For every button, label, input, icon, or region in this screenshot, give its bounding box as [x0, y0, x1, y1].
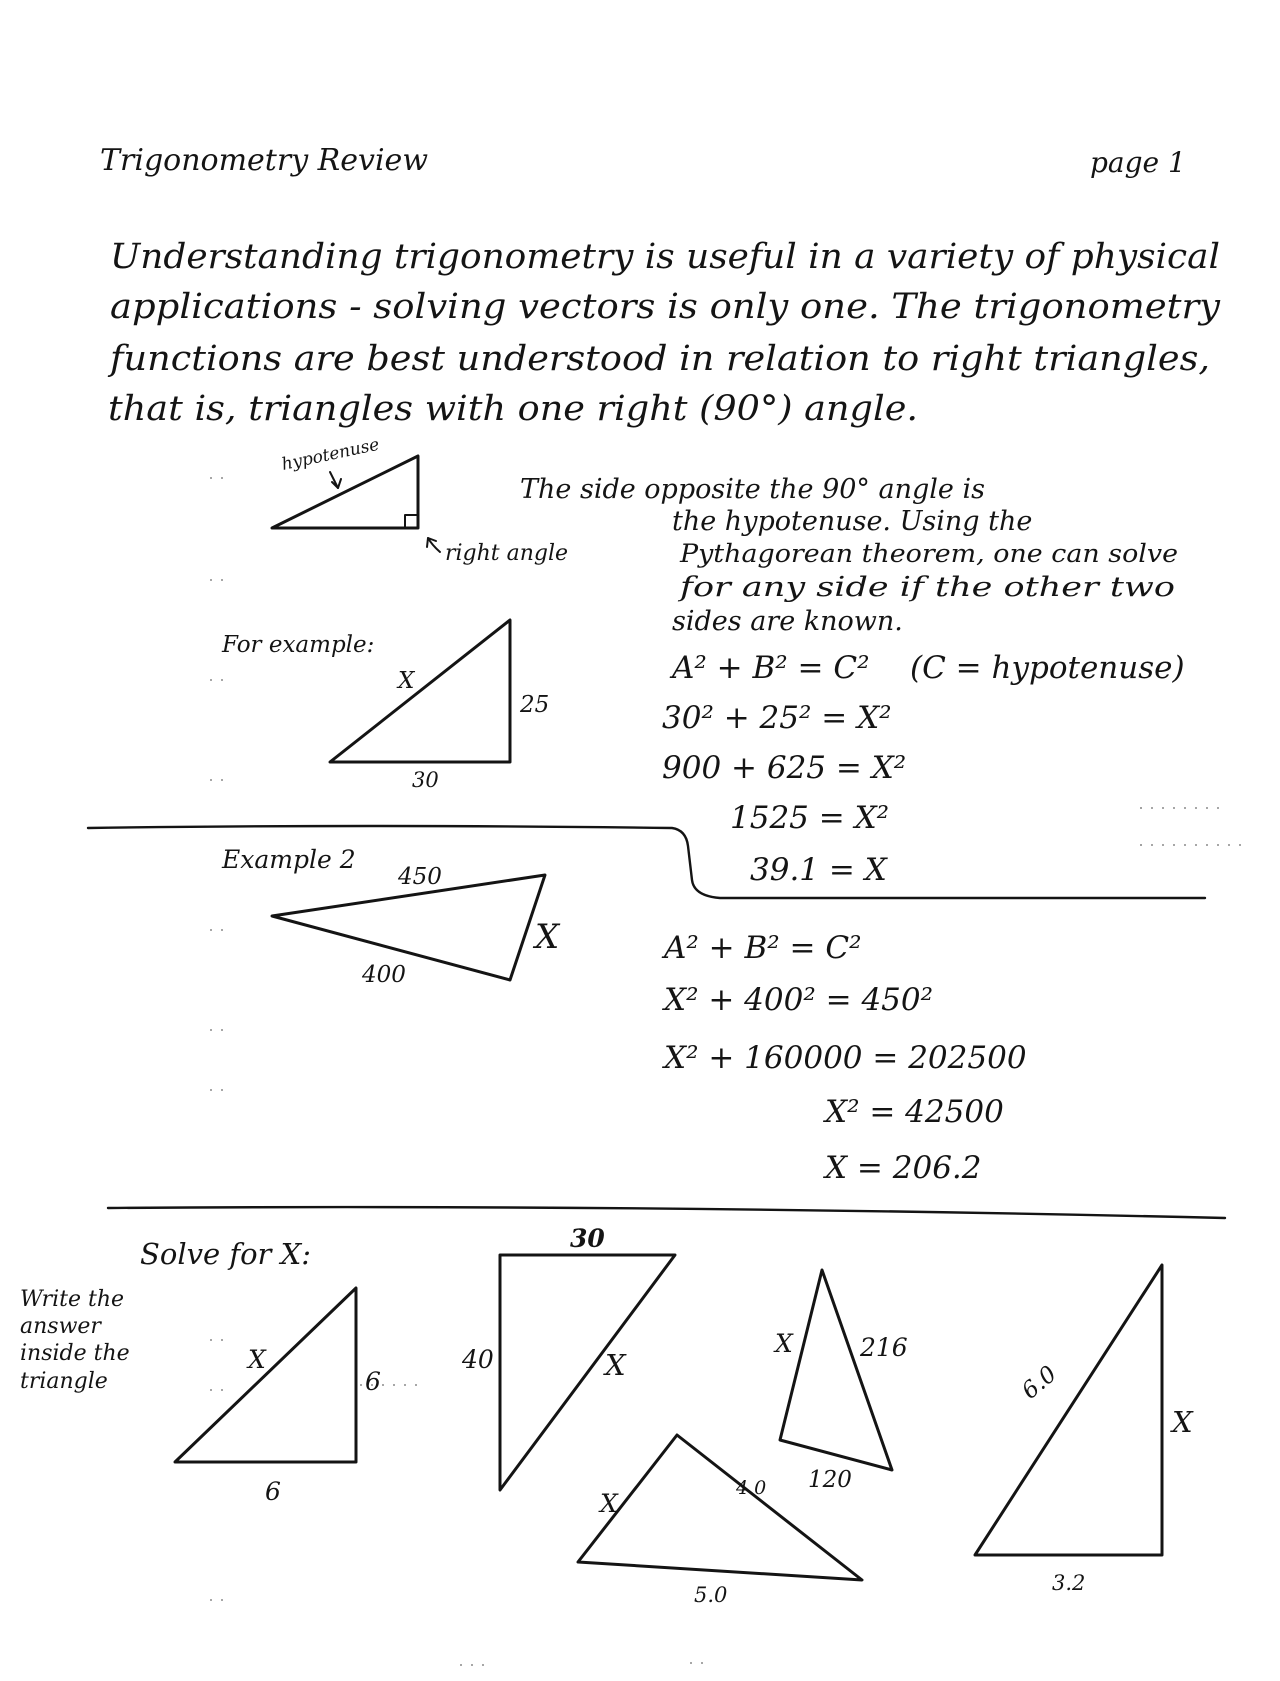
explanation-line: The side opposite the 90° angle is: [520, 474, 985, 505]
example-1-heading: For example:: [222, 632, 375, 658]
example-2-step: X² + 400² = 450²: [664, 982, 934, 1018]
page-number: page 1: [1090, 146, 1186, 179]
example-1-step: A² + B² = C²: [672, 650, 870, 686]
problem-2-left-label: 40: [462, 1345, 494, 1374]
hypotenuse-label: hypotenuse: [279, 434, 382, 475]
explanation-line: sides are known.: [672, 606, 903, 637]
problem-3-right-label: 4.0: [736, 1477, 767, 1499]
example-2-step: X² = 42500: [825, 1094, 1004, 1130]
problem-1-base-label: 6: [265, 1477, 281, 1506]
problem-1-vertical-label: 6: [365, 1367, 381, 1396]
example-2-step: A² + B² = C²: [664, 930, 862, 966]
explanation-line: for any side if the other two: [677, 572, 1175, 603]
example-1-step: 39.1 = X: [750, 852, 887, 888]
example-1-vertical-label: 25: [520, 692, 550, 718]
explanation-line: the hypotenuse. Using the: [672, 506, 1033, 537]
example-2-bottom-label: 400: [362, 962, 406, 988]
problem-5-vertical-label: X: [1172, 1405, 1193, 1439]
right-angle-label: right angle: [445, 541, 569, 566]
problem-5-hypotenuse-label: 6.0: [1017, 1361, 1062, 1405]
example-1-step: 1525 = X²: [730, 800, 890, 836]
problem-3-left-label: X: [600, 1489, 618, 1518]
problem-4-bottom-label: 120: [808, 1467, 852, 1493]
intro-line: functions are best understood in relation to right triangles,: [106, 339, 1211, 379]
intro-line: applications - solving vectors is only one. The trigonometry: [110, 287, 1222, 327]
page-title: Trigonometry Review: [100, 143, 428, 178]
instruction-line: Write the: [20, 1287, 125, 1312]
problem-2-hypotenuse-label: X: [605, 1348, 626, 1382]
example-1-step: 30² + 25² = X²: [662, 700, 892, 736]
instruction-line: inside the: [20, 1341, 130, 1366]
problem-3-bottom-label: 5.0: [694, 1583, 728, 1607]
problem-2-top-label: 30: [570, 1224, 605, 1253]
problem-1-hypotenuse-label: X: [248, 1345, 266, 1374]
example-2-step: X² + 160000 = 202500: [664, 1040, 1027, 1076]
problem-4-left-label: X: [775, 1329, 793, 1358]
instruction-line: answer: [20, 1314, 101, 1339]
intro-line: that is, triangles with one right (90°) angle.: [108, 389, 919, 429]
example-2-step: X = 206.2: [825, 1150, 982, 1186]
example-2-heading: Example 2: [222, 845, 356, 874]
intro-line: Understanding trigonometry is useful in a variety of physical: [110, 237, 1220, 277]
example-1-step: 900 + 625 = X²: [662, 750, 907, 786]
example-1-hypotenuse-label: X: [398, 668, 415, 694]
problem-5-base-label: 3.2: [1052, 1571, 1086, 1595]
example-2-top-label: 450: [398, 864, 442, 890]
example-1-base-label: 30: [412, 768, 439, 792]
example-1-note: (C = hypotenuse): [910, 650, 1185, 686]
problem-4-right-label: 216: [860, 1333, 908, 1362]
instruction-line: triangle: [20, 1369, 108, 1394]
practice-heading: Solve for X:: [140, 1237, 312, 1271]
explanation-line: Pythagorean theorem, one can solve: [678, 539, 1178, 568]
example-2-right-label: X: [535, 917, 560, 957]
